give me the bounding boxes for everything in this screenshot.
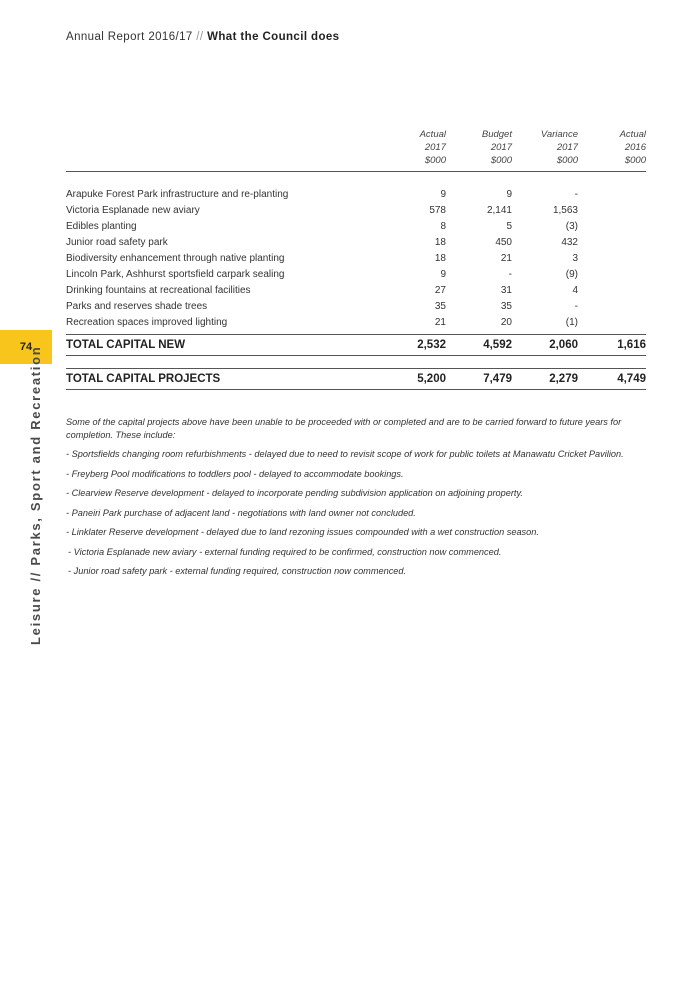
note-item: - Paneiri Park purchase of adjacent land - negotiations with land owner not concluded. [66,507,416,518]
col-header-variance-2017: Variance 2017 $000 [540,129,578,166]
table-row: Drinking fountains at recreational facilities 27 31 4 [66,282,646,298]
total-capital-new-row: TOTAL CAPITAL NEW 2,532 4,592 2,060 1,616 [66,335,646,356]
table-row: Recreation spaces improved lighting 21 20 (1) [66,314,646,330]
row-label: Lincoln Park, Ashhurst sportsfield carpark sealing [66,268,285,280]
row-label: Edibles planting [66,220,137,232]
row-label: Junior road safety park [66,236,168,248]
row-label: Arapuke Forest Park infrastructure and re-planting [66,188,289,200]
table-header-row [66,128,646,172]
note-item: - Sportsfields changing room refurbishments - delayed due to need to revisit scope of work for public toilets at Manawatu Cricket Pavilion. [66,449,624,459]
total-label: TOTAL CAPITAL NEW [66,339,186,351]
note-item: - Junior road safety park - external funding required, construction now commenced. [68,566,407,576]
page-number-tab [0,330,52,364]
note-item: - Victoria Esplanade new aviary - external funding required to be confirmed, construction now commenced. [68,546,502,557]
note-item: - Clearview Reserve development - delayed to incorporate pending subdivision application on adjoining property. [66,488,523,498]
table-row: Lincoln Park, Ashhurst sportsfield carpark sealing 9 - (9) [66,266,646,282]
col-header-actual-2017: Actual 2017 $000 [419,129,446,166]
note-item: - Linklater Reserve development - delayed due to land rezoning issues compounded with a wet construction season. [66,527,539,537]
notes-intro: Some of the capital projects above have been unable to be proceeded with or completed and are to be carried forward to future years for completion. These include: [66,417,622,440]
table-row: Parks and reserves shade trees 35 35 - [66,298,646,314]
row-label: Victoria Esplanade new aviary [66,204,200,216]
note-item: - Freyberg Pool modifications to toddlers pool - delayed to accommodate bookings. [66,468,404,479]
row-label: Recreation spaces improved lighting [66,316,228,328]
table-row: Junior road safety park 18 450 432 [66,234,646,250]
total-label: TOTAL CAPITAL PROJECTS [66,373,221,385]
col-header-actual-2016: Actual 2016 $000 [619,129,646,166]
side-section-title: Leisure // Parks, Sport and Recreation [28,345,43,645]
table-row: Arapuke Forest Park infrastructure and re-planting 9 9 - [66,186,646,202]
table-row: Edibles planting 8 5 (3) [66,218,646,234]
row-label: Biodiversity enhancement through native planting [66,252,285,264]
row-label: Drinking fountains at recreational facilities [66,284,251,296]
table-row: Victoria Esplanade new aviary 578 2,141 1,563 [66,202,646,218]
carry-forward-notes [66,416,644,585]
total-capital-projects-row: TOTAL CAPITAL PROJECTS 5,200 7,479 2,279 4,749 [66,369,646,390]
page-number: 74 [19,341,33,353]
section-title: What the Council does [207,31,340,43]
running-header [66,31,339,43]
table-row: Biodiversity enhancement through native planting 18 21 3 [66,250,646,266]
row-label: Parks and reserves shade trees [66,300,208,312]
col-header-budget-2017: Budget 2017 $000 [481,129,512,166]
header-separator: // [196,31,204,43]
report-title: Annual Report 2016/17 [66,31,193,43]
capital-projects-table [66,128,646,390]
